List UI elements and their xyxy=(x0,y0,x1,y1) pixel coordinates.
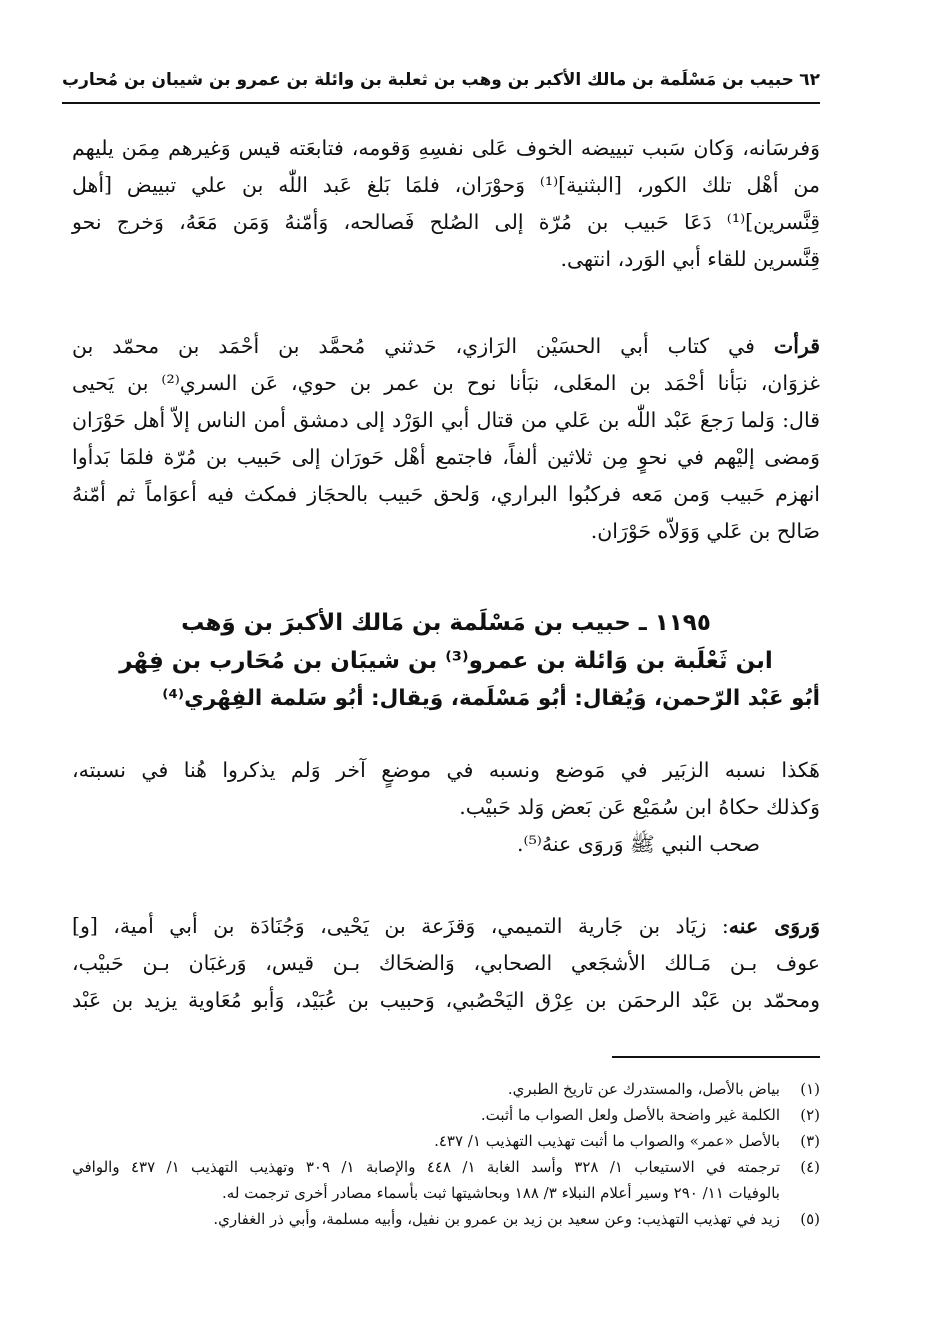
text-line: وَمضى إليْهم في نحوٍ مِن ثلاثين ألفاً، فاجتمع أهْل حَورَان إلى حَبيب بن مُرّة فلمَا بَدأوا xyxy=(72,445,820,469)
heading-line: أبُو عَبْد الرّحمن، وَيُقال: أبُو مَسْلَمة، وَيقال: أبُو سَلمة الفِهْري⁽⁴⁾ xyxy=(162,686,820,711)
text-line: قِنَّسرين للقاء أبي الوَرد، انتهى. xyxy=(560,247,820,271)
footnote-item xyxy=(72,1128,820,1154)
footnote-number: (٤) xyxy=(800,1158,820,1176)
text-line: وَكذلك حكاهُ ابن سُمَيْع عَن بَعض وَلد حَبيْب. xyxy=(459,795,820,819)
footnote-item xyxy=(72,1206,820,1232)
text-line: من أهْل تلك الكور، [البثنية]⁽¹⁾ وَحوْرَان، فلمَا بَلغ عَبد اللّٰه بن علي تبييض [أهل xyxy=(72,173,821,197)
footnote-text xyxy=(72,1076,780,1102)
text-line: قال: وَلما رَجعَ عَبْد اللّٰه بن عَلي من قتال أبي الوَرْد إلى دمشق أمن الناس إلاّ أهل حَوْرَان xyxy=(72,408,820,432)
header-rule xyxy=(62,102,820,104)
footnote-text xyxy=(72,1128,780,1154)
heading-line: ابن ثَعْلَبة بن وَائلة بن عمرو⁽³⁾ بن شيبَان بن مُحَارب بن فِهْر xyxy=(119,648,773,674)
footnote-text xyxy=(72,1102,780,1128)
text-line: انهزم حَبيب وَمن مَعه فركبُوا البراري، وَلحق حَبيب بالحجَاز فمكث فيه أعوَاماً ثم أمّنهُ xyxy=(72,482,820,506)
footnote-number: (٣) xyxy=(800,1132,820,1150)
footnote-number: (١) xyxy=(800,1080,820,1098)
running-title: حبيب بن مَسْلَمة بن مالك الأكبر بن وهب بن ثعلبة بن وائلة بن عمرو بن شيبان بن مُحارب xyxy=(62,70,794,90)
text-line: غزوَان، نبَأنا أحْمَد بن المعَلى، نبَأنا نوح بن عمر بن حوي، عَن السري⁽²⁾ بن يَحيى xyxy=(72,371,820,395)
footnote-line: زيد في تهذيب التهذيب: وعن سعيد بن زيد بن عمرو بن نفيل، وأبيه مسلمة، وأبي ذر الغفاري. xyxy=(213,1210,780,1228)
footnote-item xyxy=(72,1076,820,1102)
footnote-line: ترجمته في الاستيعاب ١/ ٣٢٨ وأسد الغابة ١/ ٤٤٨ والإصابة ١/ ٣٠٩ وتهذيب التهذيب ١/ ٤٣٧ والوافي xyxy=(72,1158,781,1176)
footnote-line: بالأصل «عمر» والصواب ما أثبت تهذيب التهذيب ١/ ٤٣٧. xyxy=(434,1132,780,1150)
text-line: صَالح بن عَلي وَوَلاّه حَوْرَان. xyxy=(590,519,820,543)
footnote-item xyxy=(72,1102,820,1128)
paragraph-4 xyxy=(72,908,820,1019)
footnote-text xyxy=(72,1154,780,1206)
heading-line: ١١٩٥ ـ حبيب بن مَسْلَمة بن مَالك الأكبرَ بن وَهب xyxy=(181,610,711,636)
lead-word: قرأت xyxy=(773,334,820,358)
lead-word: وَروَى عنه xyxy=(728,914,820,938)
paragraph-1 xyxy=(72,130,820,278)
footnote-line: بياض بالأصل، والمستدرك عن تاريخ الطبري. xyxy=(507,1080,780,1098)
footnote-number: (٢) xyxy=(800,1106,820,1124)
text-line xyxy=(72,328,820,365)
footnote-text xyxy=(72,1206,780,1232)
footnote-separator xyxy=(612,1056,820,1058)
footnote-item xyxy=(72,1154,820,1206)
footnote-line: الكلمة غير واضحة بالأصل ولعل الصواب ما أثبت. xyxy=(480,1106,780,1124)
paragraph-2 xyxy=(72,328,820,550)
paragraph-3 xyxy=(72,752,820,863)
text-line: عوف بـن مَـالك الأشجَعي الصحابي، وَالضحَاك بـن قيس، وَرغبَان بـن حَبيْب، xyxy=(72,951,820,975)
text-fragment: في كتاب أبي الحسَيْن الرَازي، حَدثني مُحمَّد بن أحْمَد بن محمّد بن xyxy=(72,334,755,358)
text-line xyxy=(72,908,820,945)
text-line: ومحمّد بن عَبْد الرحمَن بن عِرْق اليَحْصُبي، وَحبيب بن عُبَيْد، وَأبو مُعَاوية يزيد بن عَبْد xyxy=(72,988,820,1012)
page-header xyxy=(62,62,820,98)
text-line: وَفرسَانه، وَكان سَبب تبييضه الخوف عَلى نفسِهِ وَقومه، فتابعَته قيس وَغيرهم مِمَن يليهم xyxy=(72,136,820,160)
text-line: قِنَّسرين]⁽¹⁾ دَعَا حَبيب بن مُرّة إلى الصُلح فَصالحه، وَأمّنهُ وَمَن مَعَهُ، وَخرج نحو xyxy=(72,210,820,234)
text-line: هَكذا نسبه الزبَير في مَوضع ونسبه في موضعٍ آخر وَلم يذكروا هُنا في نسبته، xyxy=(72,758,820,782)
text-fragment: : زيَاد بن جَارية التميمي، وَقزَعة بن يَحْيى، وَجُنَادَة بن أبي أمية، [و] xyxy=(72,914,729,938)
footnote-line: بالوفيات ١١/ ٢٩٠ وسير أعلام النبلاء ٣/ ١٨٨ وبحاشيتها ثبت بأسماء مصادر أخرى ترجمت له. xyxy=(222,1184,780,1202)
footnotes xyxy=(72,1076,820,1232)
biography-heading xyxy=(72,604,820,718)
page-number: ٦٢ xyxy=(799,70,820,90)
text-line: صحب النبي ﷺ وَروَى عنهُ⁽⁵⁾. xyxy=(517,832,760,856)
footnote-number: (٥) xyxy=(800,1210,820,1228)
